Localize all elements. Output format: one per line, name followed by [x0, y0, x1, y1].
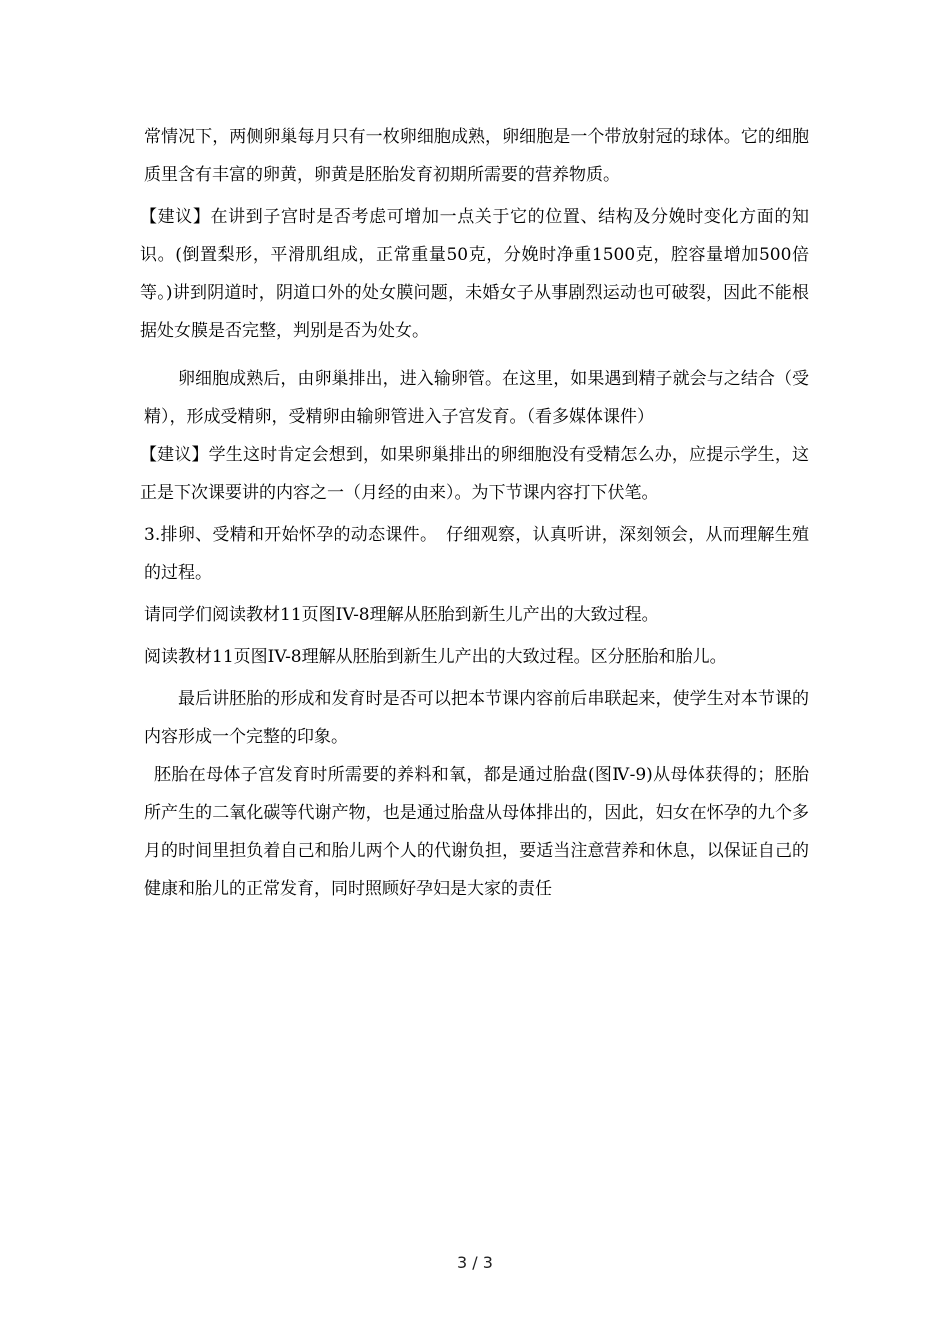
paragraph-fertilization: 卵细胞成熟后，由卵巢排出，进入输卵管。在这里，如果遇到精子就会与之结合（受精），形成受精卵，受精卵由输卵管进入子宫发育。（看多媒体课件） — [144, 369, 809, 427]
paragraph-suggestion-uterus: 【建议】在讲到子宫时是否考虑可增加一点关于它的位置、结构及分娩时变化方面的知识。(倒置梨形，平滑肌组成，正常重量50克，分娩时净重1500克，腔容量增加500倍等。)讲到阴道时，阴道口外的处女膜问题，未婚女子从事剧烈运动也可破裂，因此不能根据处女膜是否完整，判别是否为处女。 — [140, 207, 809, 341]
paragraph-summary-suggestion: 最后讲胚胎的形成和发育时是否可以把本节课内容前后串联起来，使学生对本节课的内容形成一个完整的印象。 — [144, 689, 809, 747]
paragraph-reading-distinguish: 阅读教材11页图IV-8理解从胚胎到新生儿产出的大致过程。区分胚胎和胎儿。 — [144, 647, 727, 667]
paragraph-animation-courseware: 3.排卵、受精和开始怀孕的动态课件。 仔细观察，认真听讲，深刻领会，从而理解生殖的过程。 — [144, 525, 809, 583]
paragraph-suggestion-menstruation: 【建议】学生这时肯定会想到，如果卵巢排出的卵细胞没有受精怎么办，应提示学生，这正是下次课要讲的内容之一（月经的由来）。为下节课内容打下伏笔。 — [140, 445, 809, 503]
document-body — [140, 118, 809, 908]
paragraph-reading-instruction: 请同学们阅读教材11页图IV-8理解从胚胎到新生儿产出的大致过程。 — [144, 605, 659, 625]
paragraph-placenta: 胚胎在母体子宫发育时所需要的养料和氧，都是通过胎盘(图Ⅳ-9)从母体获得的；胚胎所产生的二氧化碳等代谢产物，也是通过胎盘从母体排出的，因此，妇女在怀孕的九个多月的时间里担负着自己和胎儿两个人的代谢负担，要适当注意营养和休息，以保证自己的健康和胎儿的正常发育，同时照顾好孕妇是大家的责任 — [144, 765, 809, 899]
page-number: 3 / 3 — [457, 1253, 493, 1272]
paragraph-ovum-description: 常情况下，两侧卵巢每月只有一枚卵细胞成熟，卵细胞是一个带放射冠的球体。它的细胞质里含有丰富的卵黄，卵黄是胚胎发育初期所需要的营养物质。 — [144, 127, 809, 185]
